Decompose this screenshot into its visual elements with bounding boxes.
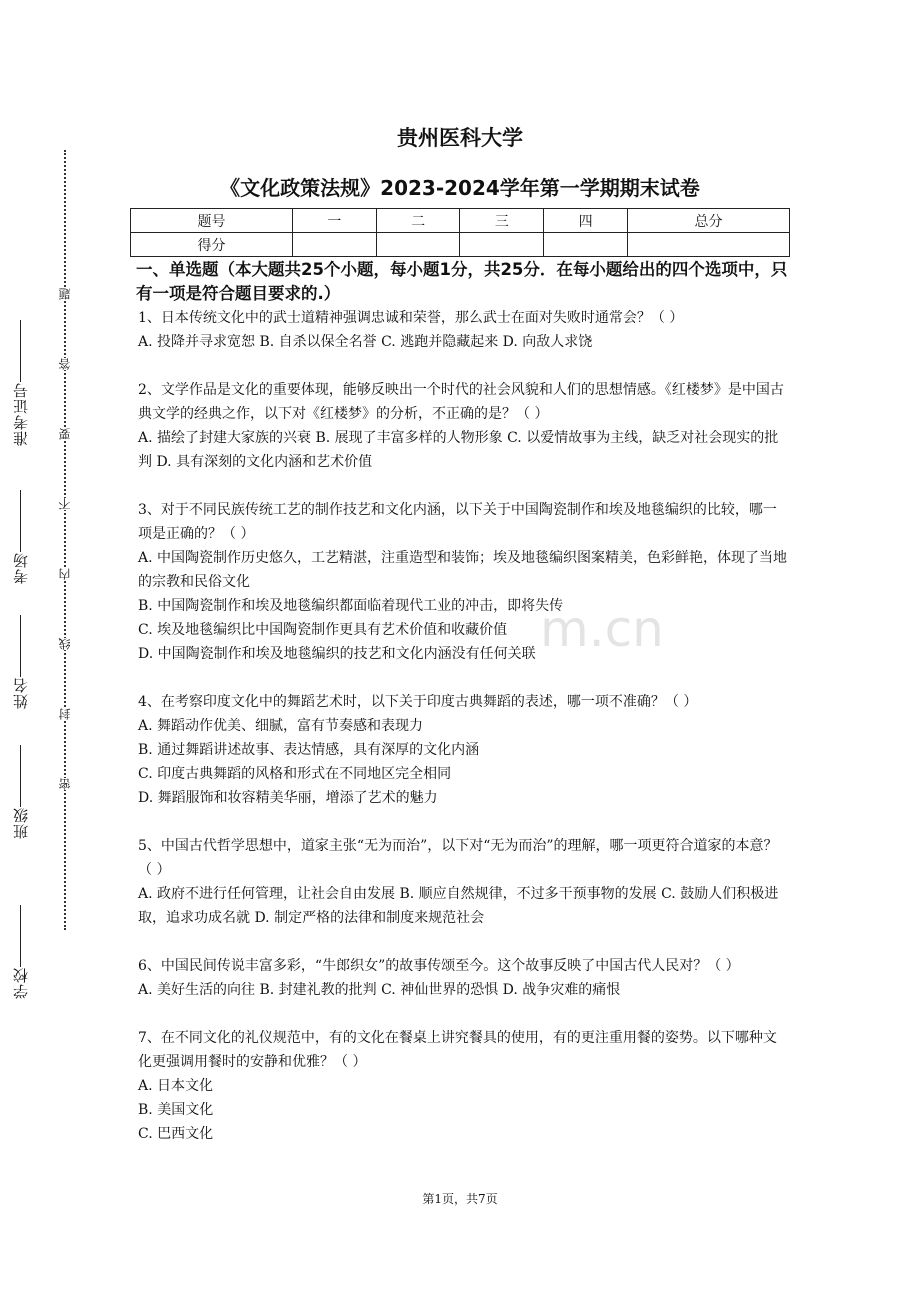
question-option: D. 舞蹈服饰和妆容精美华丽，增添了艺术的魅力 [138,790,438,806]
seal-char: 密 [58,778,72,790]
question-options: A. 政府不进行任何管理，让社会自由发展 B. 顺应自然规律，不过多干预事物的发展 C. 鼓励人们积极进取，追求功成名就 D. 制定严格的法律和制度来规范社会 [138,886,779,926]
question [138,1026,788,1146]
seal-char: 要 [58,428,72,440]
question-option: A. 中国陶瓷制作历史悠久，工艺精湛，注重造型和装饰；埃及地毯编织图案精美，色彩鲜艳，体现了当地的宗教和民俗文化 [138,550,788,590]
question-options: A. 美好生活的向往 B. 封建礼教的批判 C. 神仙世界的恐惧 D. 战争灾难的痛恨 [138,982,621,998]
seal-char: 封 [58,708,72,720]
exam-content [138,258,788,1146]
question-stem: 2、文学作品是文化的重要体现，能够反映出一个时代的社会风貌和人们的思想情感。《红楼梦》是中国古典文学的经典之作，以下对《红楼梦》的分析，不正确的是？（ ） [138,382,784,422]
school-name: 贵州医科大学 [397,126,523,150]
score-cell[interactable] [460,233,544,257]
question-options: A. 描绘了封建大家族的兴衰 B. 展现了丰富多样的人物形象 C. 以爱情故事为主线，缺乏对社会现实的批判 D. 具有深刻的文化内涵和艺术价值 [138,430,779,470]
question-stem: 1、日本传统文化中的武士道精神强调忠诚和荣誉，那么武士在面对失败时通常会？（ ） [138,310,684,326]
question-option: A. 舞蹈动作优美、细腻，富有节奏感和表现力 [138,718,424,734]
seal-dotted-line [64,150,66,930]
question-option: B. 美国文化 [138,1102,214,1118]
seal-char: 答 [58,358,72,370]
question-stem: 5、中国古代哲学思想中，道家主张“无为而治”，以下对“无为而治”的理解，哪一项更符合道家的本意？（ ） [138,838,778,878]
question-option: C. 埃及地毯编织比中国陶瓷制作更具有艺术价值和收藏价值 [138,622,508,638]
question-option: B. 通过舞蹈讲述故事、表达情感，具有深厚的文化内涵 [138,742,480,758]
question [138,690,788,810]
score-header-cell: 一 [292,209,376,233]
question-option: C. 印度古典舞蹈的风格和形式在不同地区完全相同 [138,766,452,782]
score-cell[interactable] [376,233,460,257]
question [138,954,788,1002]
field-name: 姓名 [10,615,50,709]
score-row-label: 得分 [131,233,293,257]
seal-char: 内 [58,568,72,580]
question-option: C. 巴西文化 [138,1126,214,1142]
question-stem: 7、在不同文化的礼仪规范中，有的文化在餐桌上讲究餐具的使用，有的更注重用餐的姿势。以下哪种文化更强调用餐时的安静和优雅？（ ） [138,1030,777,1070]
field-class: 班级 [10,745,50,839]
exam-title: 《文化政策法规》2023-2024学年第一学期期末试卷 [220,176,700,200]
score-cell[interactable] [628,233,790,257]
score-header-cell: 题号 [131,209,293,233]
question-option: A. 日本文化 [138,1078,214,1094]
question [138,834,788,930]
score-header-cell: 二 [376,209,460,233]
score-cell[interactable] [292,233,376,257]
question-option: B. 中国陶瓷制作和埃及地毯编织都面临着现代工业的冲击，即将失传 [138,598,564,614]
question-stem: 6、中国民间传说丰富多彩，“牛郎织女”的故事传颂至今。这个故事反映了中国古代人民对？（ ） [138,958,740,974]
field-exam-number: 准考证号 [10,320,50,446]
question-stem: 4、在考察印度文化中的舞蹈艺术时，以下关于印度古典舞蹈的表述，哪一项不准确？（ ） [138,694,698,710]
score-header-cell: 总分 [628,209,790,233]
seal-char: 题 [58,288,72,300]
question-option: D. 中国陶瓷制作和埃及地毯编织的技艺和文化内涵没有任何关联 [138,646,536,662]
score-header-cell: 三 [460,209,544,233]
field-school: 学校 [10,905,50,999]
score-header-cell: 四 [544,209,628,233]
question [138,306,788,354]
score-table [130,208,790,257]
field-exam-room: 考场 [10,490,50,584]
question [138,498,788,666]
section-title: 一、单选题（本大题共25个小题，每小题1分，共25分．在每小题给出的四个选项中，只有一项是符合题目要求的.） [136,260,788,303]
seal-char: 不 [58,498,72,510]
score-table-score-row [131,233,790,257]
page-footer: 第1页，共7页 [422,1192,498,1206]
question-options: A. 投降并寻求宽恕 B. 自杀以保全名誉 C. 逃跑并隐藏起来 D. 向敌人求饶 [138,334,593,350]
watermark: m.cn [540,600,664,658]
question-stem: 3、对于不同民族传统工艺的制作技艺和文化内涵，以下关于中国陶瓷制作和埃及地毯编织的比较，哪一项是正确的？（ ） [138,502,777,542]
score-table-header-row [131,209,790,233]
seal-char: 线 [58,638,72,650]
question [138,378,788,474]
score-cell[interactable] [544,233,628,257]
